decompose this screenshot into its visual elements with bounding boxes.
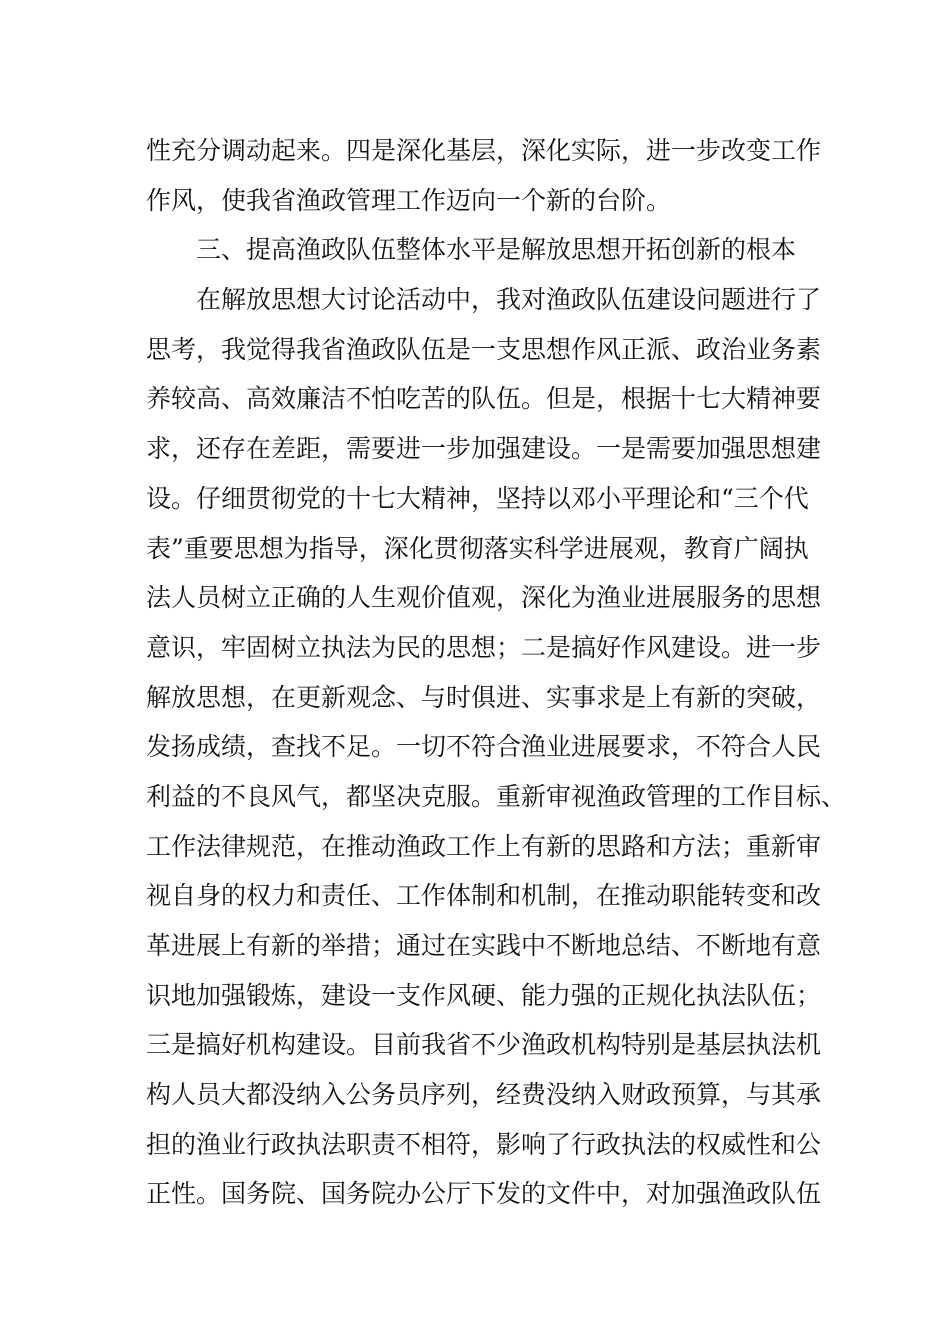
text-line-13: 发扬成绩，查找不足。一切不符合渔业进展要求，不符合人民 xyxy=(146,732,822,762)
text-line-21: 担的渔业行政执法职责不相符，影响了行政执法的权威性和公 xyxy=(146,1129,822,1159)
text-line-12: 解放思想，在更新观念、与时俱进、实事求是上有新的突破， xyxy=(146,682,822,712)
text-line-18: 识地加强锻炼，建设一支作风硬、能力强的正规化执法队伍； xyxy=(146,980,822,1010)
text-line-8: 设。仔细贯彻党的十七大精神，坚持以邓小平理论和“三个代 xyxy=(146,483,809,513)
text-line-5: 思考，我觉得我省渔政队伍是一支思想作风正派、政治业务素 xyxy=(146,334,822,364)
text-line-11: 意识，牢固树立执法为民的思想；二是搞好作风建设。进一步 xyxy=(146,632,822,662)
text-line-1: 性充分调动起来。四是深化基层，深化实际，进一步改变工作 xyxy=(146,136,822,165)
text-line-7: 求，还存在差距，需要进一步加强建设。一是需要加强思想建 xyxy=(146,434,822,464)
text-line-10: 法人员树立正确的人生观价值观，深化为渔业进展服务的思想 xyxy=(146,583,822,613)
text-line-19: 三是搞好机构建设。目前我省不少渔政机构特别是基层执法机 xyxy=(146,1030,822,1060)
text-line-2: 作风，使我省渔政管理工作迈向一个新的台阶。 xyxy=(146,185,672,215)
text-line-16: 视自身的权力和责任、工作体制和机制，在推动职能转变和改 xyxy=(146,881,822,911)
text-line-6: 养较高、高效廉洁不怕吃苦的队伍。但是，根据十七大精神要 xyxy=(146,384,822,414)
text-line-20: 构人员大都没纳入公务员序列，经费没纳入财政预算，与其承 xyxy=(146,1080,822,1110)
text-line-15: 工作法律规范，在推动渔政工作上有新的思路和方法；重新审 xyxy=(146,831,822,861)
body-text xyxy=(146,126,847,1219)
text-line-9: 表”重要思想为指导，深化贯彻落实科学进展观，教育广阔执 xyxy=(146,533,809,563)
text-line-22: 正性。国务院、国务院办公厅下发的文件中，对加强渔政队伍 xyxy=(146,1179,822,1209)
text-line-17: 革进展上有新的举措；通过在实践中不断地总结、不断地有意 xyxy=(146,931,822,960)
text-line-14: 利益的不良风气，都坚决克服。重新审视渔政管理的工作目标、 xyxy=(146,781,847,811)
paragraph-first-line: 在解放思想大讨论活动中，我对渔政队伍建设问题进行了 xyxy=(196,285,822,315)
section-heading: 三、提高渔政队伍整体水平是解放思想开拓创新的根本 xyxy=(196,235,797,265)
